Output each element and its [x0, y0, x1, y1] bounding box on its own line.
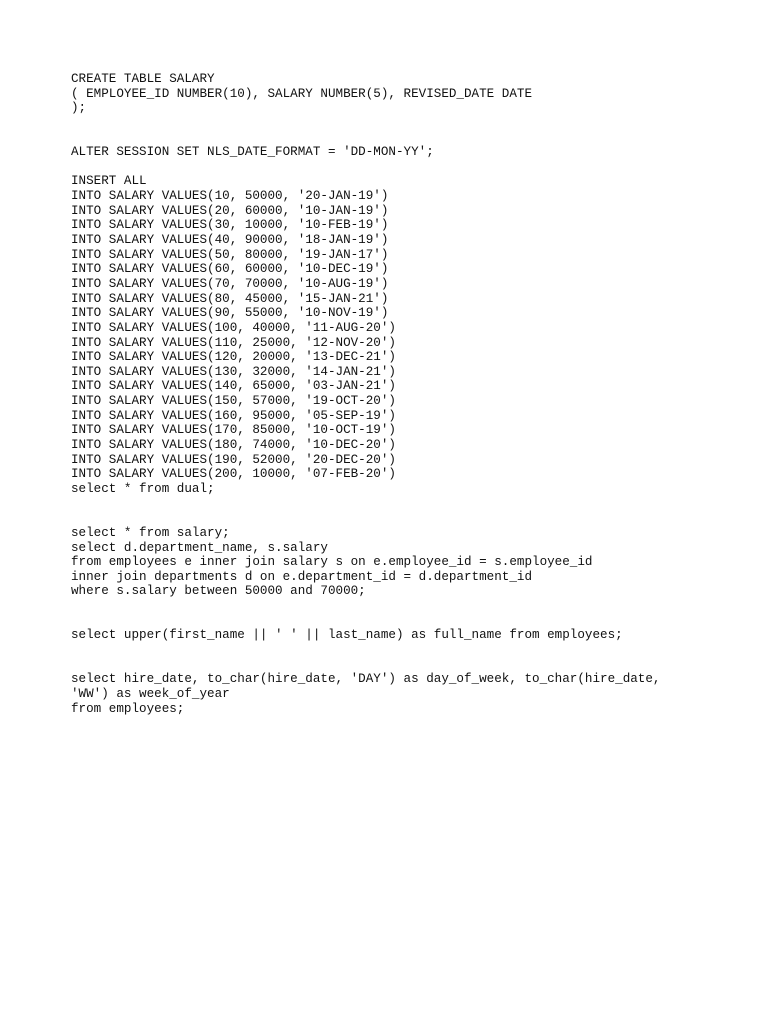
code-line: INTO SALARY VALUES(10, 50000, '20-JAN-19') [71, 189, 389, 204]
code-line: ALTER SESSION SET NLS_DATE_FORMAT = 'DD-MON-YY'; [71, 145, 434, 160]
code-line: INTO SALARY VALUES(170, 85000, '10-OCT-19') [71, 423, 396, 438]
blank-line [71, 599, 660, 614]
code-line: INTO SALARY VALUES(150, 57000, '19-OCT-20') [71, 394, 396, 409]
blank-line [71, 643, 660, 658]
code-line: ( EMPLOYEE_ID NUMBER(10), SALARY NUMBER(5), REVISED_DATE DATE [71, 86, 533, 101]
blank-line [71, 160, 660, 175]
code-line: INTO SALARY VALUES(100, 40000, '11-AUG-20') [71, 320, 396, 335]
code-line: INTO SALARY VALUES(180, 74000, '10-DEC-20') [71, 438, 396, 453]
code-line: INSERT ALL [71, 174, 147, 189]
code-line: select * from dual; [71, 481, 215, 496]
code-line: INTO SALARY VALUES(40, 90000, '18-JAN-19') [71, 233, 389, 248]
code-line: inner join departments d on e.department_id = d.department_id [71, 569, 533, 584]
code-line: where s.salary between 50000 and 70000; [71, 584, 366, 599]
code-line: INTO SALARY VALUES(50, 80000, '19-JAN-17') [71, 247, 389, 262]
code-line: from employees; [71, 701, 185, 716]
code-line: ); [71, 101, 87, 116]
code-line: INTO SALARY VALUES(140, 65000, '03-JAN-21') [71, 379, 396, 394]
sql-code-block [71, 72, 660, 716]
code-line: select hire_date, to_char(hire_date, 'DAY') as day_of_week, to_char(hire_date, [71, 672, 661, 687]
blank-line [71, 116, 660, 131]
code-line: INTO SALARY VALUES(110, 25000, '12-NOV-20') [71, 335, 396, 350]
blank-line [71, 658, 660, 673]
code-line: INTO SALARY VALUES(120, 20000, '13-DEC-21') [71, 350, 396, 365]
code-line: select * from salary; [71, 525, 230, 540]
code-line: INTO SALARY VALUES(90, 55000, '10-NOV-19') [71, 306, 389, 321]
code-line: 'WW') as week_of_year [71, 686, 230, 701]
code-line: INTO SALARY VALUES(190, 52000, '20-DEC-20') [71, 452, 396, 467]
code-line: INTO SALARY VALUES(200, 10000, '07-FEB-20') [71, 467, 396, 482]
blank-line [71, 511, 660, 526]
code-line: CREATE TABLE SALARY [71, 72, 215, 86]
blank-line [71, 614, 660, 629]
code-line: INTO SALARY VALUES(80, 45000, '15-JAN-21') [71, 291, 389, 306]
code-line: select d.department_name, s.salary [71, 540, 328, 555]
code-line: INTO SALARY VALUES(130, 32000, '14-JAN-21') [71, 364, 396, 379]
code-line: INTO SALARY VALUES(60, 60000, '10-DEC-19') [71, 262, 389, 277]
code-line: INTO SALARY VALUES(70, 70000, '10-AUG-19') [71, 276, 389, 291]
code-line: from employees e inner join salary s on e.employee_id = s.employee_id [71, 555, 593, 570]
blank-line [71, 131, 660, 146]
blank-line [71, 497, 660, 512]
code-line: INTO SALARY VALUES(160, 95000, '05-SEP-19') [71, 408, 396, 423]
code-line: select upper(first_name || ' ' || last_name) as full_name from employees; [71, 628, 623, 643]
code-line: INTO SALARY VALUES(30, 10000, '10-FEB-19') [71, 218, 389, 233]
code-line: INTO SALARY VALUES(20, 60000, '10-JAN-19') [71, 203, 389, 218]
